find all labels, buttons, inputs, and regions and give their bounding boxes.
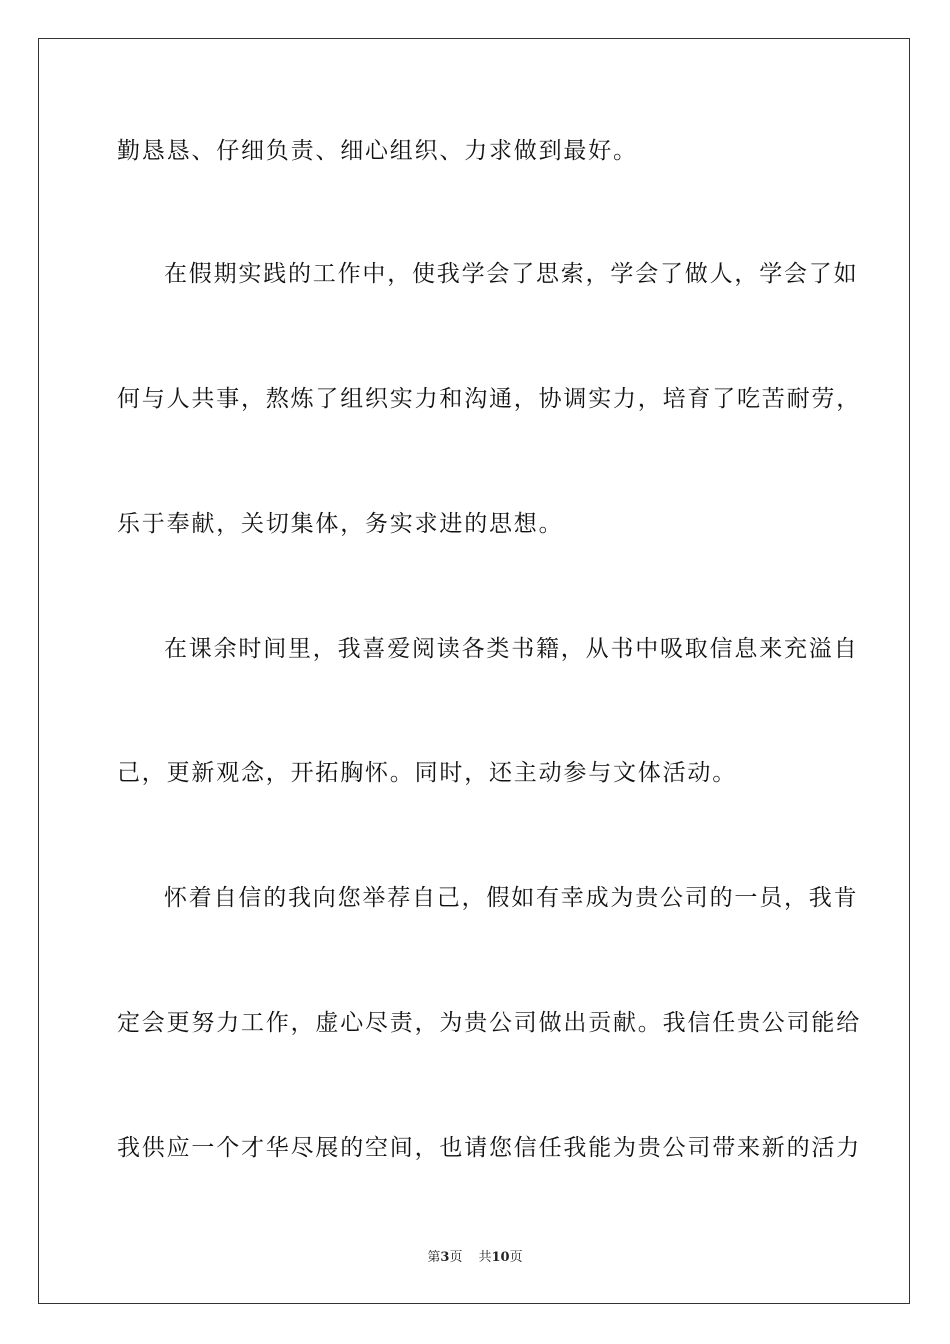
paragraph-1-line-1: 在假期实践的工作中，使我学会了思索，学会了做人，学会了如 <box>164 261 859 287</box>
page-border <box>38 38 910 1304</box>
paragraph-1-line-2: 何与人共事，熬炼了组织实力和沟通，协调实力，培育了吃苦耐劳， <box>117 386 861 412</box>
total-prefix: 共 <box>478 1250 492 1265</box>
paragraph-2-line-2: 己，更新观念，开拓胸怀。同时，还主动参与文体活动。 <box>117 760 737 786</box>
text-line-1: 勤恳恳、仔细负责、细心组织、力求做到最好。 <box>117 138 638 164</box>
total-suffix: 页 <box>509 1250 523 1265</box>
total-pages: 10 <box>491 1250 510 1265</box>
paragraph-3-line-2: 定会更努力工作，虚心尽责，为贵公司做出贡献。我信任贵公司能给 <box>117 1010 861 1036</box>
page-number: 3 <box>440 1250 450 1265</box>
paragraph-3-line-1: 怀着自信的我向您举荐自己，假如有幸成为贵公司的一员，我肯 <box>164 885 859 911</box>
paragraph-2-line-1: 在课余时间里，我喜爱阅读各类书籍，从书中吸取信息来充溢自 <box>164 636 859 662</box>
page-footer <box>0 1246 950 1265</box>
paragraph-3-line-3: 我供应一个才华尽展的空间，也请您信任我能为贵公司带来新的活力 <box>117 1135 861 1161</box>
paragraph-1-line-3: 乐于奉献，关切集体，务实求进的思想。 <box>117 511 564 537</box>
page-suffix: 页 <box>449 1250 463 1265</box>
page-prefix: 第 <box>427 1250 441 1265</box>
